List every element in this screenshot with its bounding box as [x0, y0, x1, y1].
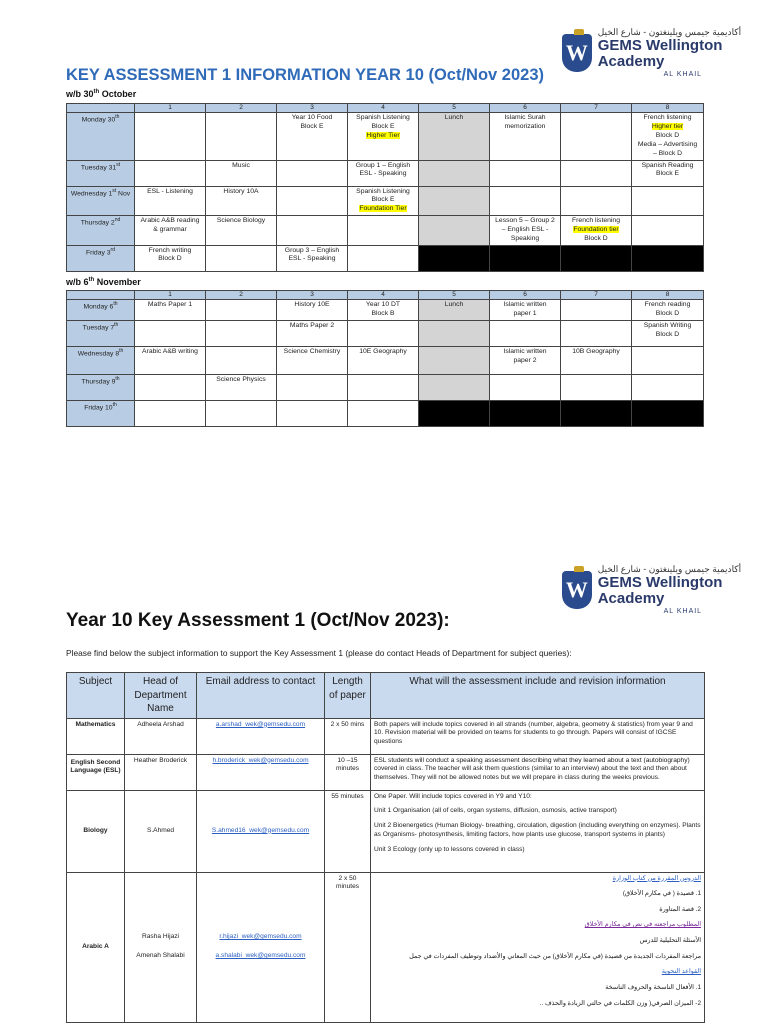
lesson-cell: [419, 375, 490, 401]
lesson-cell: Year 10 Food Block E: [277, 113, 348, 160]
week1-label: w/b 30th October: [66, 89, 137, 99]
head-cell: [125, 872, 197, 1022]
lesson-cell: [561, 300, 632, 321]
arabic-line: 2. قصة المتاورة: [659, 905, 701, 913]
section-title: Year 10 Key Assessment 1 (Oct/Nov 2023):: [66, 610, 450, 631]
details-cell: [371, 790, 705, 872]
period-header: 5: [419, 291, 490, 300]
lesson-cell: Lunch: [419, 113, 490, 160]
lesson-cell: [490, 160, 561, 186]
lesson-cell: [206, 321, 277, 347]
logo-name: GEMS Wellington Academy: [597, 573, 723, 608]
week1-timetable: [66, 103, 704, 272]
lesson-cell: [419, 401, 490, 427]
lesson-cell: [206, 300, 277, 321]
intro-text: Please find below the subject information to support the Key Assessment 1 (please do contact Heads of Department for subject queries):: [66, 648, 572, 658]
lesson-cell: [348, 245, 419, 271]
lesson-cell: Lunch: [419, 300, 490, 321]
length-cell: 55 minutes: [325, 790, 371, 872]
info-header-row: [67, 673, 705, 719]
info-row-maths: [67, 718, 705, 754]
period-header: 3: [277, 104, 348, 113]
arabic-line: الدروس المقررة من كتاب الوزارة: [612, 874, 701, 882]
lesson-cell: Spanish Listening Block E Foundation Tier: [348, 186, 419, 215]
lesson-cell: [490, 375, 561, 401]
highlight-tier: Foundation Tier: [359, 205, 407, 213]
day-cell: Friday 3rd: [67, 245, 135, 271]
lesson-cell: Islamic written paper 1: [490, 300, 561, 321]
detail-line: Unit 2 Bioenergetics (Human Biology- breathing, circulation, digestion (including everything on enzymes). Plants as Organisms- photosynthesis, limiting factors, how plants use glucose, transport systems in plants): [374, 822, 701, 839]
email-link[interactable]: a.arshad_wek@gemsedu.com: [215, 720, 306, 728]
header-details: What will the assessment include and revision information: [371, 673, 705, 719]
lesson-cell: [561, 321, 632, 347]
subject-cell: Biology: [67, 790, 125, 872]
lesson-cell: [206, 347, 277, 375]
lesson-cell: [135, 113, 206, 160]
lesson-cell: Science Chemistry: [277, 347, 348, 375]
period-header: 6: [490, 104, 561, 113]
period-header: 8: [632, 291, 704, 300]
day-cell: Wednesday 1st Nov: [67, 186, 135, 215]
lesson-cell: [135, 321, 206, 347]
lesson-cell: Lesson 5 – Group 2 – English ESL - Speaking: [490, 216, 561, 245]
length-cell: 2 x 50 minutes: [325, 872, 371, 1022]
lesson-cell: [277, 375, 348, 401]
lesson-cell: [419, 160, 490, 186]
period-header: 3: [277, 291, 348, 300]
lesson-cell: [561, 186, 632, 215]
lesson-cell: [419, 216, 490, 245]
detail-line: Unit 1 Organisation (all of cells, organ systems, diffusion, osmosis, active transport): [374, 807, 617, 815]
details-cell: Both papers will include topics covered in all strands (number, algebra, geometry & statistics) from year 9 and 10. Revision material will be provided on teams for students to go through. Papers will consist of IGCSE questions: [371, 718, 705, 754]
lesson-cell: French writing Block D: [135, 245, 206, 271]
day-cell: Thursday 2nd: [67, 216, 135, 245]
lesson-cell: Maths Paper 2: [277, 321, 348, 347]
day-cell: Monday 6th: [67, 300, 135, 321]
lesson-cell: [632, 245, 704, 271]
lesson-cell: [632, 186, 704, 215]
lesson-cell: [419, 186, 490, 215]
lesson-cell: Spanish Listening Block E Higher Tier: [348, 113, 419, 160]
crest-icon: W: [562, 571, 592, 609]
arabic-line: 2- الميزان الصرفي( وزن الكلمات في حالتي الزيادة والحذف ..: [539, 999, 701, 1007]
lesson-cell: [490, 186, 561, 215]
period-header: 1: [135, 291, 206, 300]
lesson-cell: [490, 401, 561, 427]
lesson-cell: [348, 375, 419, 401]
lesson-cell: 10B Geography: [561, 347, 632, 375]
page-title: KEY ASSESSMENT 1 INFORMATION YEAR 10 (Oct/Nov 2023): [66, 66, 545, 84]
timetable-row: [67, 186, 704, 215]
info-row-arabic: [67, 872, 705, 1022]
timetable-row: [67, 401, 704, 427]
corner-cell: [67, 291, 135, 300]
subject-cell: English Second Language (ESL): [67, 754, 125, 790]
lesson-cell: [277, 186, 348, 215]
head-cell: S.Ahmed: [125, 790, 197, 872]
lesson-cell: [348, 321, 419, 347]
lesson-cell: [135, 160, 206, 186]
lesson-cell: [135, 375, 206, 401]
detail-line: Unit 3 Ecology (only up to lessons covered in class): [374, 846, 525, 854]
header-length: Length of paper: [325, 673, 371, 719]
lesson-cell: [348, 216, 419, 245]
head-name: Rasha Hijazi: [141, 933, 179, 941]
lesson-cell: Science Biology: [206, 216, 277, 245]
day-cell: Monday 30th: [67, 113, 135, 160]
highlight-tier: Higher tier: [651, 123, 684, 131]
logo-arabic-text: أكاديمية جيمس ويلينغتون - شارع الخيل: [597, 27, 742, 37]
period-header-row: [67, 104, 704, 113]
lesson-cell: Maths Paper 1: [135, 300, 206, 321]
period-header: 6: [490, 291, 561, 300]
length-cell: 10 –15 minutes: [325, 754, 371, 790]
info-row-biology: [67, 790, 705, 872]
day-cell: Friday 10th: [67, 401, 135, 427]
arabic-line: 1. قصيدة ( في مكارم الأخلاق): [622, 890, 701, 898]
arabic-line: الأسئلة التحليلية للدرس: [639, 937, 701, 945]
lesson-cell: Spanish Writing Block D: [632, 321, 704, 347]
email-link[interactable]: r.hijazi_wek@gemsedu.com: [219, 933, 302, 941]
lesson-cell: [561, 375, 632, 401]
lesson-cell: French reading Block D: [632, 300, 704, 321]
lesson-cell: Science Physics: [206, 375, 277, 401]
lesson-cell: [419, 245, 490, 271]
crest-icon: W: [562, 34, 592, 72]
period-header: 1: [135, 104, 206, 113]
lesson-cell: French listening Higher tier Block D Media – Advertising – Block D: [632, 113, 704, 160]
arabic-line: المطلوب مراجعته في نص في مكارم الأخلاق: [584, 921, 701, 929]
subject-info-table: [66, 672, 705, 1023]
period-header: 2: [206, 104, 277, 113]
lesson-cell: [632, 216, 704, 245]
period-header: 4: [348, 104, 419, 113]
lesson-cell: History 10E: [277, 300, 348, 321]
period-header: 2: [206, 291, 277, 300]
day-cell: Thursday 9th: [67, 375, 135, 401]
period-header: 5: [419, 104, 490, 113]
period-header-row: [67, 291, 704, 300]
period-header: 7: [561, 291, 632, 300]
day-cell: Tuesday 31st: [67, 160, 135, 186]
email-link[interactable]: h.broderick_wek@gemsedu.com: [212, 756, 309, 764]
detail-line: One Paper. Will include topics covered in Y9 and Y10:: [374, 792, 532, 800]
length-cell: 2 x 50 mins: [325, 718, 371, 754]
lesson-cell: [348, 401, 419, 427]
period-header: 8: [632, 104, 704, 113]
lesson-cell: [277, 216, 348, 245]
timetable-row: [67, 113, 704, 160]
info-row-esl: [67, 754, 705, 790]
lesson-cell: [561, 245, 632, 271]
header-subject: Subject: [67, 673, 125, 719]
lesson-cell: Group 3 – English ESL - Speaking: [277, 245, 348, 271]
arabic-line: القواعد النحوية: [661, 968, 701, 976]
lesson-cell: [419, 321, 490, 347]
lesson-cell: [490, 321, 561, 347]
corner-cell: [67, 104, 135, 113]
arabic-line: 1. الأفعال الناسخة والحروف الناسخة: [605, 983, 701, 991]
lesson-cell: Islamic Surah memorization: [490, 113, 561, 160]
lesson-cell: [206, 245, 277, 271]
timetable-row: [67, 216, 704, 245]
logo-name: GEMS Wellington Academy: [597, 36, 723, 71]
lesson-cell: [561, 401, 632, 427]
period-header: 4: [348, 291, 419, 300]
head-cell: Adheela Arshad: [125, 718, 197, 754]
highlight-tier: Higher Tier: [366, 132, 400, 140]
lesson-cell: ESL - Listening: [135, 186, 206, 215]
highlight-tier: Foundation tier: [573, 225, 619, 233]
week2-label: w/b 6th November: [66, 277, 141, 287]
timetable-row: [67, 347, 704, 375]
logo-sub: AL KHAIL: [663, 607, 703, 615]
lesson-cell: [632, 375, 704, 401]
lesson-cell: Music: [206, 160, 277, 186]
period-header: 7: [561, 104, 632, 113]
lesson-cell: Islamic written paper 2: [490, 347, 561, 375]
subject-cell: Arabic A: [67, 872, 125, 1022]
lesson-cell: [561, 160, 632, 186]
email-cell: [197, 872, 325, 1022]
lesson-cell: [632, 347, 704, 375]
lesson-cell: Year 10 DT Block B: [348, 300, 419, 321]
details-cell: [371, 872, 705, 1022]
head-name: Amenah Shalabi: [136, 952, 185, 959]
lesson-cell: [277, 401, 348, 427]
timetable-row: [67, 300, 704, 321]
lesson-cell: [632, 401, 704, 427]
day-cell: Wednesday 8th: [67, 347, 135, 375]
lesson-cell: [419, 347, 490, 375]
lesson-cell: [277, 160, 348, 186]
timetable-row: [67, 321, 704, 347]
lesson-cell: [490, 245, 561, 271]
lesson-cell: Group 1 – English ESL - Speaking: [348, 160, 419, 186]
subject-cell: Mathematics: [67, 718, 125, 754]
logo-arabic-text: أكاديمية جيمس ويلينغتون - شارع الخيل: [597, 564, 742, 574]
lesson-cell: History 10A: [206, 186, 277, 215]
school-logo: [562, 28, 768, 79]
header-email: Email address to contact: [197, 673, 325, 719]
week2-timetable: [66, 290, 704, 427]
timetable-row: [67, 160, 704, 186]
day-cell: Tuesday 7th: [67, 321, 135, 347]
lesson-cell: [206, 401, 277, 427]
lesson-cell: Arabic A&B writing: [135, 347, 206, 375]
email-link[interactable]: S.ahmed16_wek@gemsedu.com: [211, 826, 310, 834]
school-logo-2: [562, 565, 768, 616]
timetable-row: [67, 245, 704, 271]
arabic-line: مراجعة المفردات الجديدة من قصيدة (في مكارم الأخلاق) من حيث المعاني والأضداد وتوظيف المفردات في جمل: [409, 952, 701, 960]
lesson-cell: Spanish Reading Block E: [632, 160, 704, 186]
lesson-cell: French listening Foundation tier Block D: [561, 216, 632, 245]
timetable-row: [67, 375, 704, 401]
logo-sub: AL KHAIL: [663, 70, 703, 78]
lesson-cell: 10E Geography: [348, 347, 419, 375]
email-link[interactable]: a.shalabi_wek@gemsedu.com: [215, 952, 306, 959]
details-cell: ESL students will conduct a speaking assessment describing what they learned about a text (autobiography) covered in class. The teacher will ask them questions (similar to an interview) about the text and then about themselves. They will not be allowed notes but we will prepare in class during the weeks previous.: [371, 754, 705, 790]
lesson-cell: Arabic A&B reading & grammar: [135, 216, 206, 245]
head-cell: Heather Broderick: [125, 754, 197, 790]
lesson-cell: [135, 401, 206, 427]
lesson-cell: [206, 113, 277, 160]
lesson-cell: [561, 113, 632, 160]
header-head: Head of Department Name: [125, 673, 197, 719]
